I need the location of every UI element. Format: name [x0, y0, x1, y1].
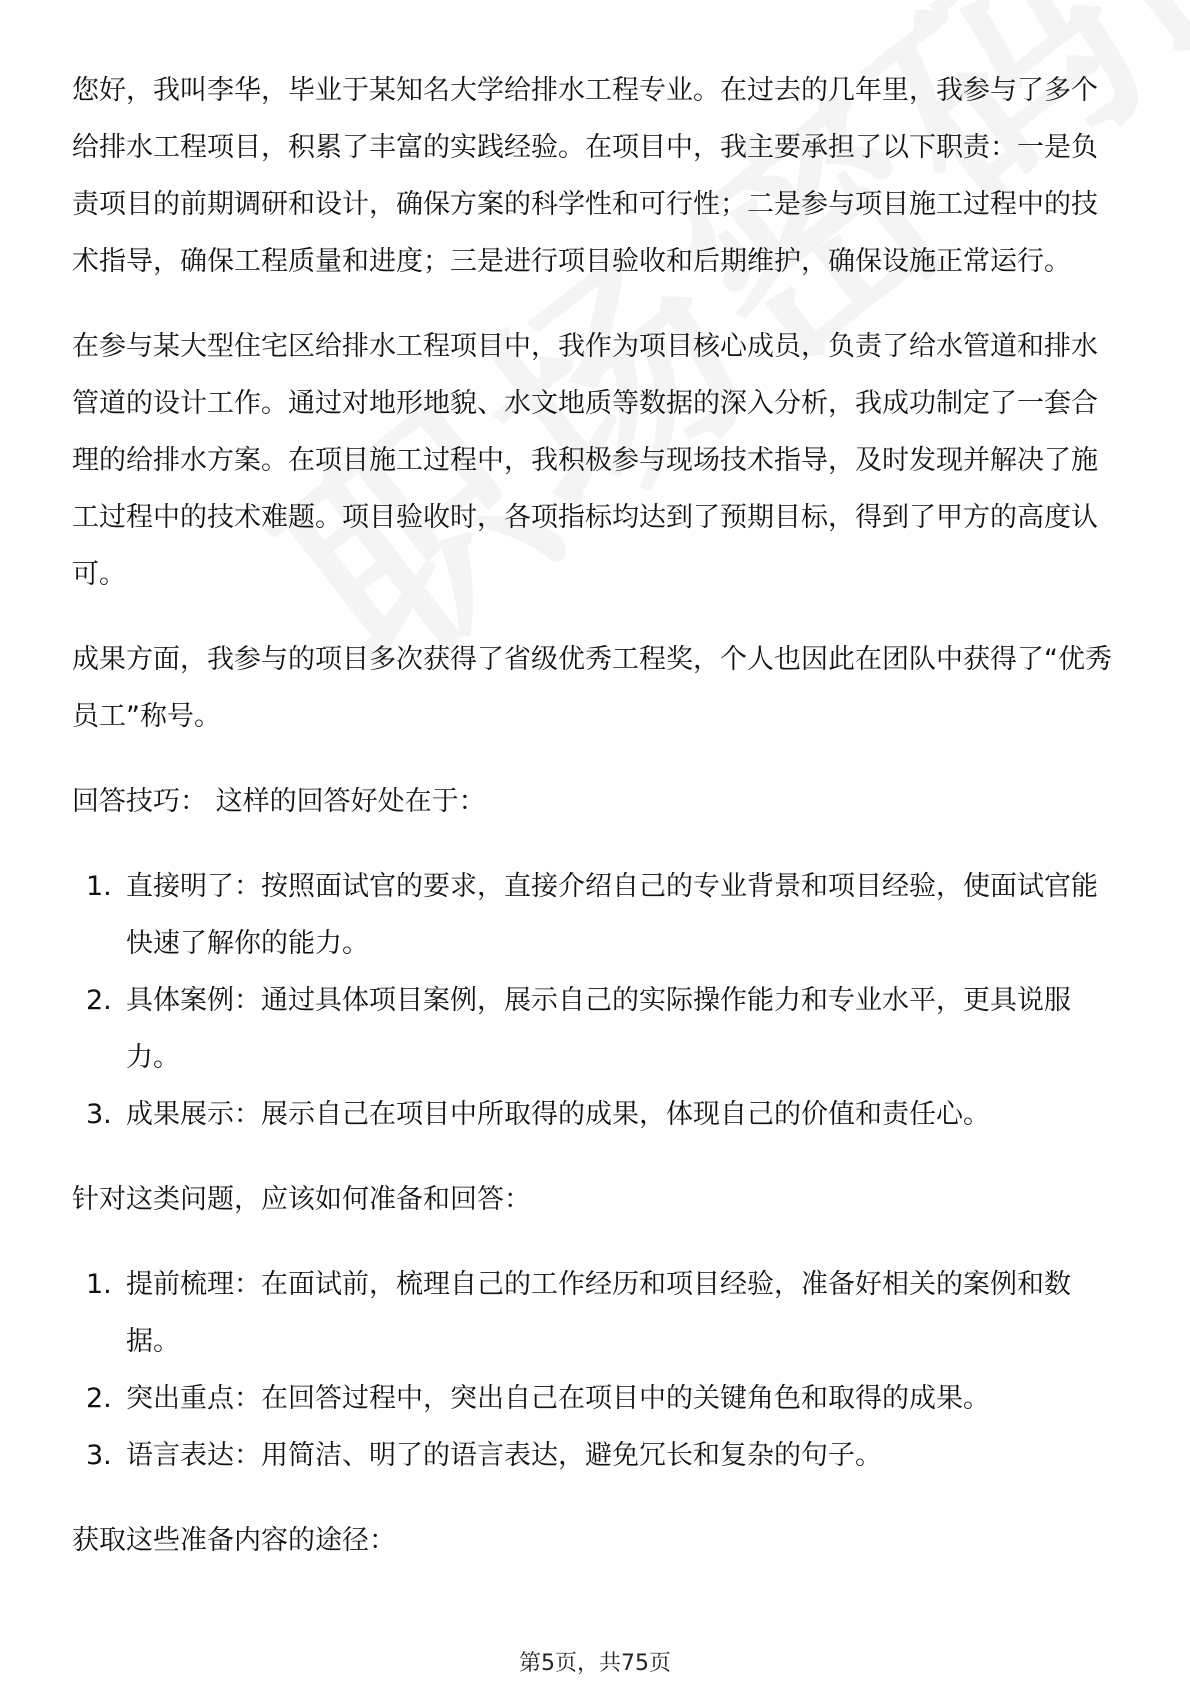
page-number-footer: 第5页，共75页 — [519, 1651, 671, 1676]
list-item — [72, 1427, 1118, 1484]
list-item — [72, 1370, 1118, 1427]
list-number: 3. — [86, 1440, 112, 1471]
list-text: 提前梳理：在面试前，梳理自己的工作经历和项目经验，准备好相关的案例和数据。 — [126, 1269, 1071, 1357]
tips-heading: 回答技巧： 这样的回答好处在于： — [72, 786, 486, 817]
document-body — [72, 62, 1118, 1597]
list-text: 直接明了：按照面试官的要求，直接介绍自己的专业背景和项目经验，使面试官能快速了解你的能力。 — [126, 871, 1098, 959]
list-text: 成果展示：展示自己在项目中所取得的成果，体现自己的价值和责任心。 — [126, 1099, 990, 1130]
intro-paragraph-3: 成果方面，我参与的项目多次获得了省级优秀工程奖，个人也因此在团队中获得了“优秀员工”称号。 — [72, 644, 1112, 732]
list-item — [72, 972, 1118, 1086]
tips-list — [72, 858, 1118, 1143]
list-number: 2. — [86, 985, 112, 1016]
list-text: 具体案例：通过具体项目案例，展示自己的实际操作能力和专业水平，更具说服力。 — [126, 985, 1071, 1073]
intro-paragraph-1: 您好，我叫李华，毕业于某知名大学给排水工程专业。在过去的几年里，我参与了多个给排水工程项目，积累了丰富的实践经验。在项目中，我主要承担了以下职责：一是负责项目的前期调研和设计，确保方案的科学性和可行性；二是参与项目施工过程中的技术指导，确保工程质量和进度；三是进行项目验收和后期维护，确保设施正常运行。 — [72, 75, 1098, 277]
prep-heading: 针对这类问题，应该如何准备和回答： — [72, 1184, 531, 1215]
list-number: 3. — [86, 1099, 112, 1130]
list-text: 语言表达：用简洁、明了的语言表达，避免冗长和复杂的句子。 — [126, 1440, 882, 1471]
list-item — [72, 1086, 1118, 1143]
list-number: 2. — [86, 1383, 112, 1414]
list-item — [72, 1256, 1118, 1370]
list-text: 突出重点：在回答过程中，突出自己在项目中的关键角色和取得的成果。 — [126, 1383, 990, 1414]
intro-paragraph-2: 在参与某大型住宅区给排水工程项目中，我作为项目核心成员，负责了给水管道和排水管道的设计工作。通过对地形地貌、水文地质等数据的深入分析，我成功制定了一套合理的给排水方案。在项目施工过程中，我积极参与现场技术指导，及时发现并解决了施工过程中的技术难题。项目验收时，各项指标均达到了预期目标，得到了甲方的高度认可。 — [72, 331, 1098, 590]
sources-heading: 获取这些准备内容的途径： — [72, 1525, 396, 1556]
list-number: 1. — [86, 1269, 112, 1300]
list-item — [72, 858, 1118, 972]
prep-list — [72, 1256, 1118, 1484]
list-number: 1. — [86, 871, 112, 902]
